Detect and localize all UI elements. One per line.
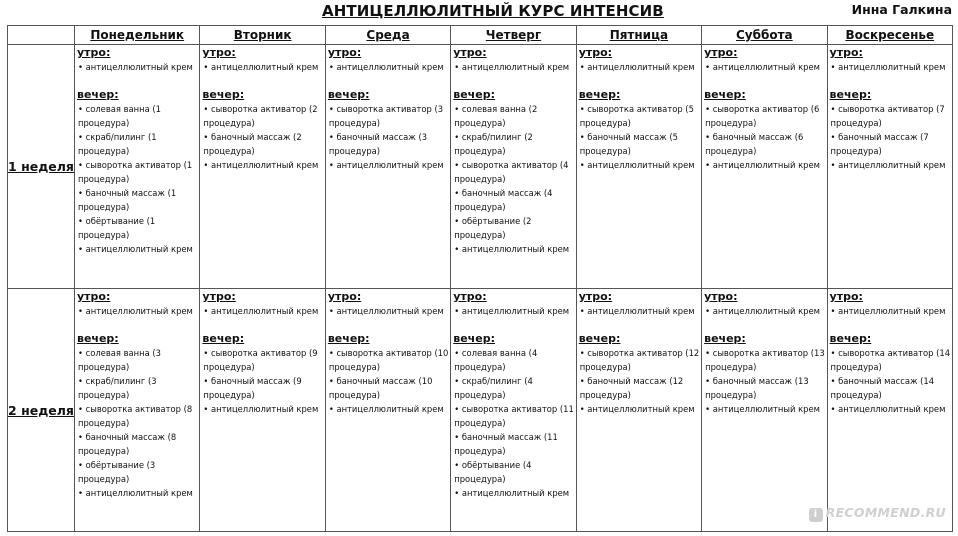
morning-item: • антицеллюлитный крем	[78, 62, 193, 72]
morning-item: • антицеллюлитный крем	[705, 306, 820, 316]
spacer	[453, 318, 575, 332]
evening-label: вечер:	[202, 88, 245, 101]
evening-item: • сыворотка активатор (11 процедура)	[454, 404, 574, 428]
evening-label: вечер:	[327, 332, 370, 345]
morning-item: • антицеллюлитный крем	[830, 306, 946, 316]
evening-item: • антицеллюлитный крем	[78, 244, 193, 254]
morning-item: • антицеллюлитный крем	[328, 62, 444, 72]
evening-label: вечер:	[829, 332, 872, 345]
morning-item: • антицеллюлитный крем	[454, 62, 570, 72]
morning-item: • антицеллюлитный крем	[705, 62, 820, 72]
evening-item: • скраб/пилинг (4 процедура)	[454, 376, 533, 400]
evening-item: • сыворотка активатор (14 процедура)	[830, 348, 951, 372]
evening-label: вечер:	[453, 88, 495, 101]
morning-item: • антицеллюлитный крем	[454, 306, 570, 316]
morning-label: утро:	[327, 46, 362, 59]
evening-label: вечер:	[453, 332, 495, 345]
spacer	[704, 318, 826, 332]
evening-item: • антицеллюлитный крем	[830, 160, 946, 170]
morning-label: утро:	[327, 290, 362, 303]
author-name: Инна Галкина	[851, 2, 952, 17]
evening-item: • скраб/пилинг (1 процедура)	[78, 132, 157, 156]
morning-label: утро:	[202, 290, 236, 303]
evening-item: • солевая ванна (4 процедура)	[454, 348, 538, 372]
evening-item: • антицеллюлитный крем	[203, 404, 319, 414]
evening-item: • антицеллюлитный крем	[78, 488, 193, 498]
morning-item: • антицеллюлитный крем	[830, 62, 946, 72]
evening-label: вечер:	[77, 332, 119, 345]
evening-item: • баночный массаж (14 процедура)	[830, 376, 935, 400]
evening-label: вечер:	[704, 332, 746, 345]
morning-item: • антицеллюлитный крем	[203, 62, 319, 72]
spacer	[453, 74, 575, 88]
evening-item: • солевая ванна (3 процедура)	[78, 348, 162, 372]
day-header: Четверг	[451, 26, 576, 45]
evening-item: • баночный массаж (8 процедура)	[78, 432, 177, 456]
evening-label: вечер:	[202, 332, 245, 345]
evening-item: • баночный массаж (11 процедура)	[454, 432, 558, 456]
morning-label: утро:	[578, 290, 613, 303]
day-cell	[576, 45, 701, 289]
evening-item: • баночный массаж (7 процедура)	[830, 132, 929, 156]
day-cell	[827, 45, 952, 289]
spacer	[830, 318, 952, 332]
evening-item: • сыворотка активатор (12 процедура)	[579, 348, 700, 372]
day-cell	[451, 289, 576, 532]
morning-label: утро:	[453, 290, 487, 303]
spacer	[579, 74, 701, 88]
morning-label: утро:	[704, 46, 738, 59]
morning-label: утро:	[453, 46, 487, 59]
evening-item: • солевая ванна (2 процедура)	[454, 104, 538, 128]
spacer	[202, 318, 324, 332]
evening-item: • баночный массаж (2 процедура)	[203, 132, 302, 156]
evening-item: • баночный массаж (6 процедура)	[705, 132, 804, 156]
day-header: Пятница	[576, 26, 701, 45]
day-cell	[200, 45, 325, 289]
watermark-text: RECOMMEND.RU	[825, 505, 946, 520]
morning-label: утро:	[829, 46, 863, 59]
evening-label: вечер:	[327, 88, 370, 101]
evening-item: • антицеллюлитный крем	[705, 404, 820, 414]
morning-label: утро:	[829, 290, 863, 303]
evening-item: • антицеллюлитный крем	[579, 160, 695, 170]
spacer	[328, 74, 450, 88]
evening-item: • баночный массаж (4 процедура)	[454, 188, 553, 212]
spacer	[77, 318, 199, 332]
evening-label: вечер:	[704, 88, 746, 101]
day-cell	[451, 45, 576, 289]
spacer	[579, 318, 701, 332]
evening-label: вечер:	[578, 332, 621, 345]
evening-item: • сыворотка активатор (2 процедура)	[203, 104, 318, 128]
week-label: 1 неделя	[8, 45, 75, 289]
watermark	[809, 505, 946, 522]
evening-item: • сыворотка активатор (5 процедура)	[579, 104, 694, 128]
evening-item: • баночный массаж (3 процедура)	[328, 132, 428, 156]
morning-label: утро:	[77, 46, 111, 59]
morning-label: утро:	[77, 290, 111, 303]
spacer	[202, 74, 324, 88]
morning-label: утро:	[704, 290, 738, 303]
evening-item: • сыворотка активатор (3 процедура)	[328, 104, 444, 128]
day-cell	[75, 289, 200, 532]
evening-item: • обёртывание (2 процедура)	[454, 216, 532, 240]
evening-item: • баночный массаж (9 процедура)	[203, 376, 302, 400]
evening-item: • сыворотка активатор (1 процедура)	[78, 160, 193, 184]
day-header: Суббота	[702, 26, 827, 45]
week-label: 2 неделя	[8, 289, 75, 532]
day-cell	[702, 289, 827, 532]
evening-item: • скраб/пилинг (3 процедура)	[78, 376, 157, 400]
week-row	[8, 45, 953, 289]
day-cell	[702, 45, 827, 289]
evening-item: • баночный массаж (10 процедура)	[328, 376, 433, 400]
schedule-table	[7, 25, 953, 532]
evening-item: • сыворотка активатор (9 процедура)	[203, 348, 318, 372]
morning-item: • антицеллюлитный крем	[579, 62, 695, 72]
day-cell	[200, 289, 325, 532]
evening-item: • сыворотка активатор (7 процедура)	[830, 104, 945, 128]
spacer	[830, 74, 952, 88]
evening-item: • скраб/пилинг (2 процедура)	[454, 132, 533, 156]
morning-item: • антицеллюлитный крем	[203, 306, 319, 316]
morning-label: утро:	[202, 46, 236, 59]
morning-item: • антицеллюлитный крем	[78, 306, 193, 316]
header-row	[8, 26, 953, 45]
evening-item: • антицеллюлитный крем	[203, 160, 319, 170]
spacer	[704, 74, 826, 88]
evening-item: • сыворотка активатор (10 процедура)	[328, 348, 449, 372]
evening-label: вечер:	[829, 88, 872, 101]
evening-item: • баночный массаж (13 процедура)	[705, 376, 809, 400]
day-cell	[827, 289, 952, 532]
day-cell	[325, 289, 450, 532]
evening-item: • баночный массаж (1 процедура)	[78, 188, 177, 212]
spacer	[328, 318, 450, 332]
evening-item: • антицеллюлитный крем	[328, 404, 444, 414]
evening-item: • антицеллюлитный крем	[328, 160, 444, 170]
morning-item: • антицеллюлитный крем	[328, 306, 444, 316]
morning-item: • антицеллюлитный крем	[579, 306, 695, 316]
week-row	[8, 289, 953, 532]
day-header: Вторник	[200, 26, 325, 45]
day-header: Среда	[325, 26, 450, 45]
evening-item: • обёртывание (1 процедура)	[78, 216, 156, 240]
corner-cell	[8, 26, 75, 45]
evening-item: • антицеллюлитный крем	[830, 404, 946, 414]
day-cell	[75, 45, 200, 289]
evening-item: • антицеллюлитный крем	[705, 160, 820, 170]
morning-label: утро:	[578, 46, 613, 59]
evening-label: вечер:	[578, 88, 621, 101]
evening-item: • баночный массаж (12 процедура)	[579, 376, 684, 400]
evening-item: • обёртывание (3 процедура)	[78, 460, 156, 484]
evening-item: • солевая ванна (1 процедура)	[78, 104, 162, 128]
evening-item: • антицеллюлитный крем	[454, 488, 570, 498]
watermark-badge-icon: i	[809, 508, 823, 522]
evening-item: • сыворотка активатор (6 процедура)	[705, 104, 820, 128]
day-header: Воскресенье	[827, 26, 952, 45]
day-cell	[576, 289, 701, 532]
evening-item: • антицеллюлитный крем	[454, 244, 570, 254]
evening-item: • сыворотка активатор (13 процедура)	[705, 348, 825, 372]
evening-item: • антицеллюлитный крем	[579, 404, 695, 414]
spacer	[77, 74, 199, 88]
evening-item: • сыворотка активатор (8 процедура)	[78, 404, 193, 428]
page-title: АНТИЦЕЛЛЮЛИТНЫЙ КУРС ИНТЕНСИВ	[322, 2, 664, 20]
evening-item: • обёртывание (4 процедура)	[454, 460, 532, 484]
evening-item: • баночный массаж (5 процедура)	[579, 132, 678, 156]
evening-item: • сыворотка активатор (4 процедура)	[454, 160, 569, 184]
evening-label: вечер:	[77, 88, 119, 101]
day-cell	[325, 45, 450, 289]
day-header: Понедельник	[75, 26, 200, 45]
